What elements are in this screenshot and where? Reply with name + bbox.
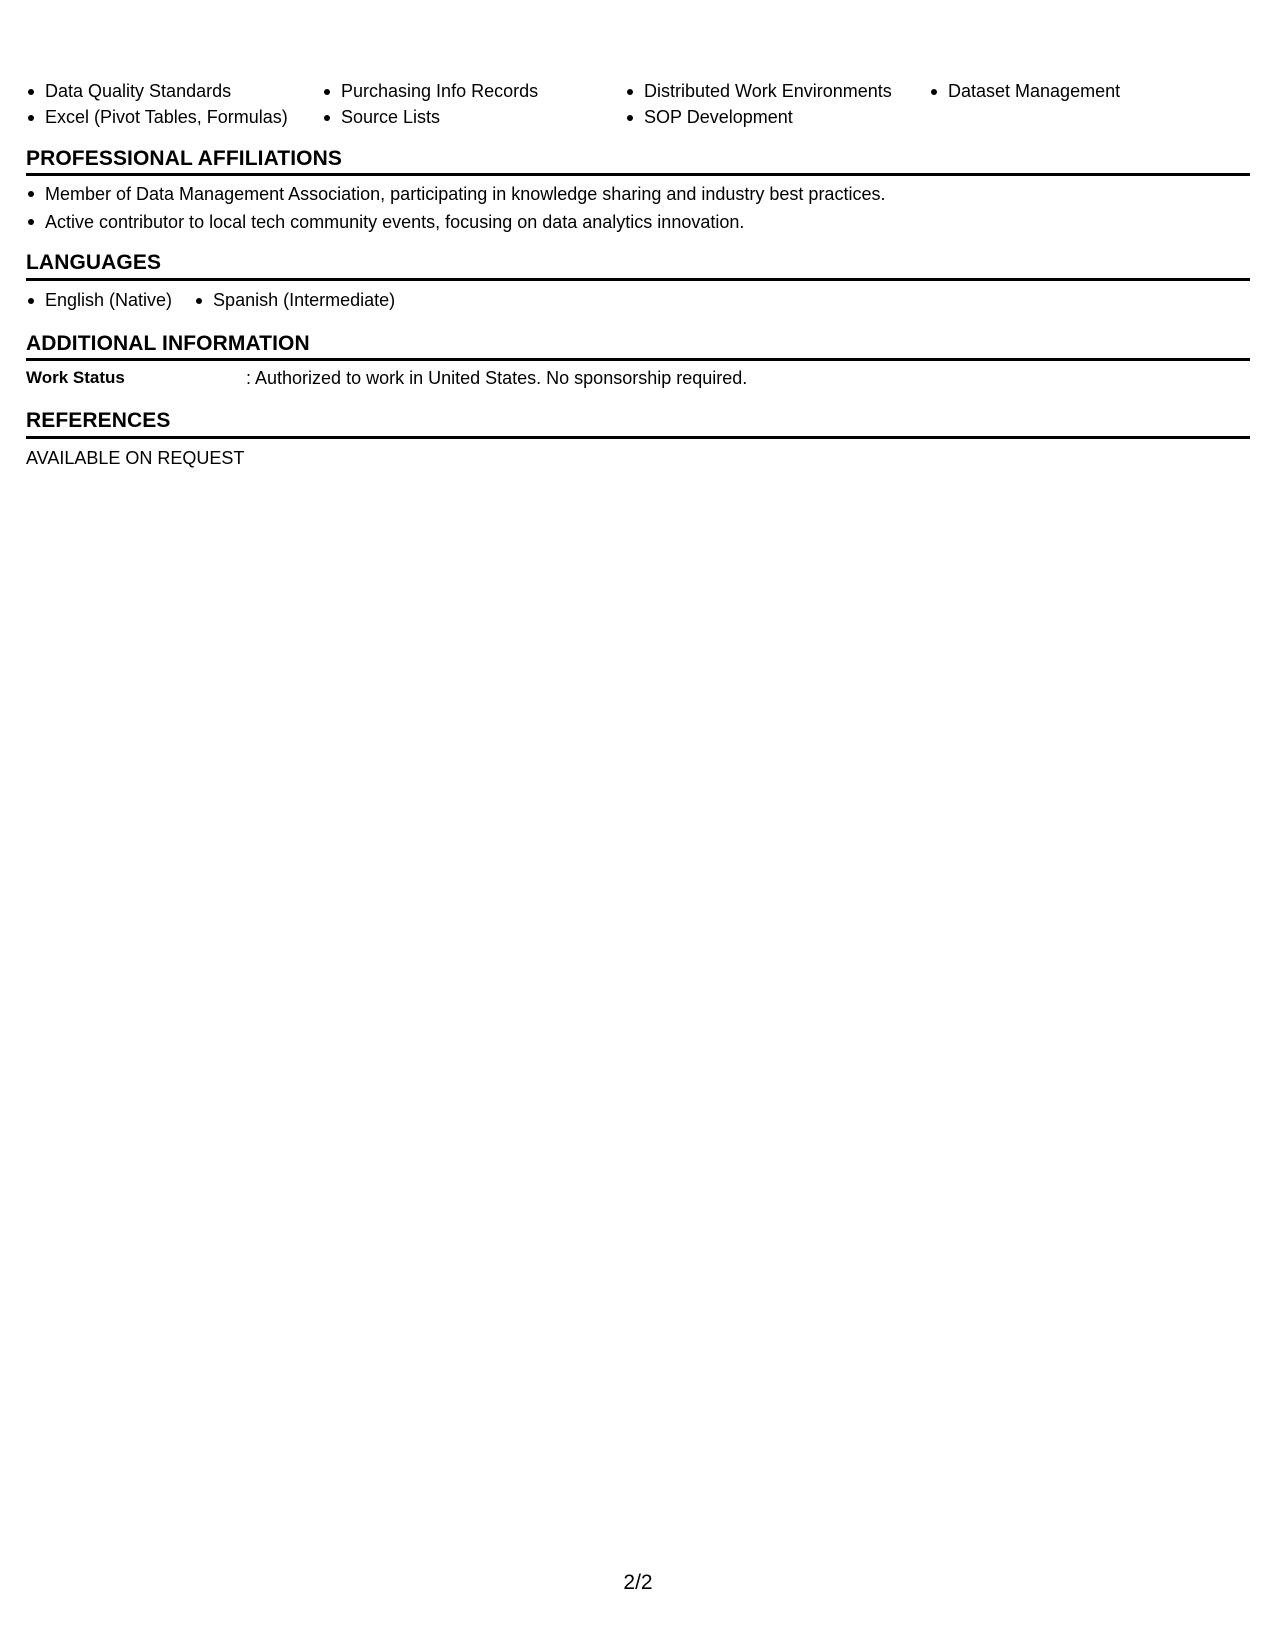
references-text: AVAILABLE ON REQUEST <box>26 448 245 468</box>
skills-grid <box>26 78 1250 130</box>
affiliations-list <box>26 180 1250 236</box>
work-status-value: : Authorized to work in United States. No sponsorship required. <box>246 368 748 388</box>
section-divider <box>26 173 1250 176</box>
skill-item: Purchasing Info Records <box>322 78 625 104</box>
list-item: English (Native) <box>26 287 172 313</box>
section-divider <box>26 436 1250 439</box>
additional-info-heading: ADDITIONAL INFORMATION <box>26 332 310 355</box>
list-item: Active contributor to local tech community events, focusing on data analytics innovation. <box>26 208 1250 236</box>
skill-item: Source Lists <box>322 104 625 130</box>
skills-column-3 <box>625 78 929 130</box>
resume-page <box>26 0 1250 1650</box>
list-item: Spanish (Intermediate) <box>194 287 395 313</box>
list-item: Member of Data Management Association, participating in knowledge sharing and industry best practices. <box>26 180 1250 208</box>
skill-item: SOP Development <box>625 104 929 130</box>
skills-column-4 <box>929 78 1229 130</box>
affiliations-heading: PROFESSIONAL AFFILIATIONS <box>26 147 342 170</box>
skill-item: Dataset Management <box>929 78 1229 104</box>
languages-list <box>26 287 417 313</box>
references-heading: REFERENCES <box>26 409 171 432</box>
skill-item: Data Quality Standards <box>26 78 322 104</box>
section-divider <box>26 278 1250 281</box>
skill-item: Excel (Pivot Tables, Formulas) <box>26 104 322 130</box>
languages-heading: LANGUAGES <box>26 251 162 274</box>
page-number: 2/2 <box>623 1571 653 1594</box>
section-divider <box>26 358 1250 361</box>
skill-item: Distributed Work Environments <box>625 78 929 104</box>
work-status-label: Work Status <box>26 368 125 387</box>
work-status-row <box>26 366 747 390</box>
skills-column-2 <box>322 78 625 130</box>
skills-column-1 <box>26 78 322 130</box>
